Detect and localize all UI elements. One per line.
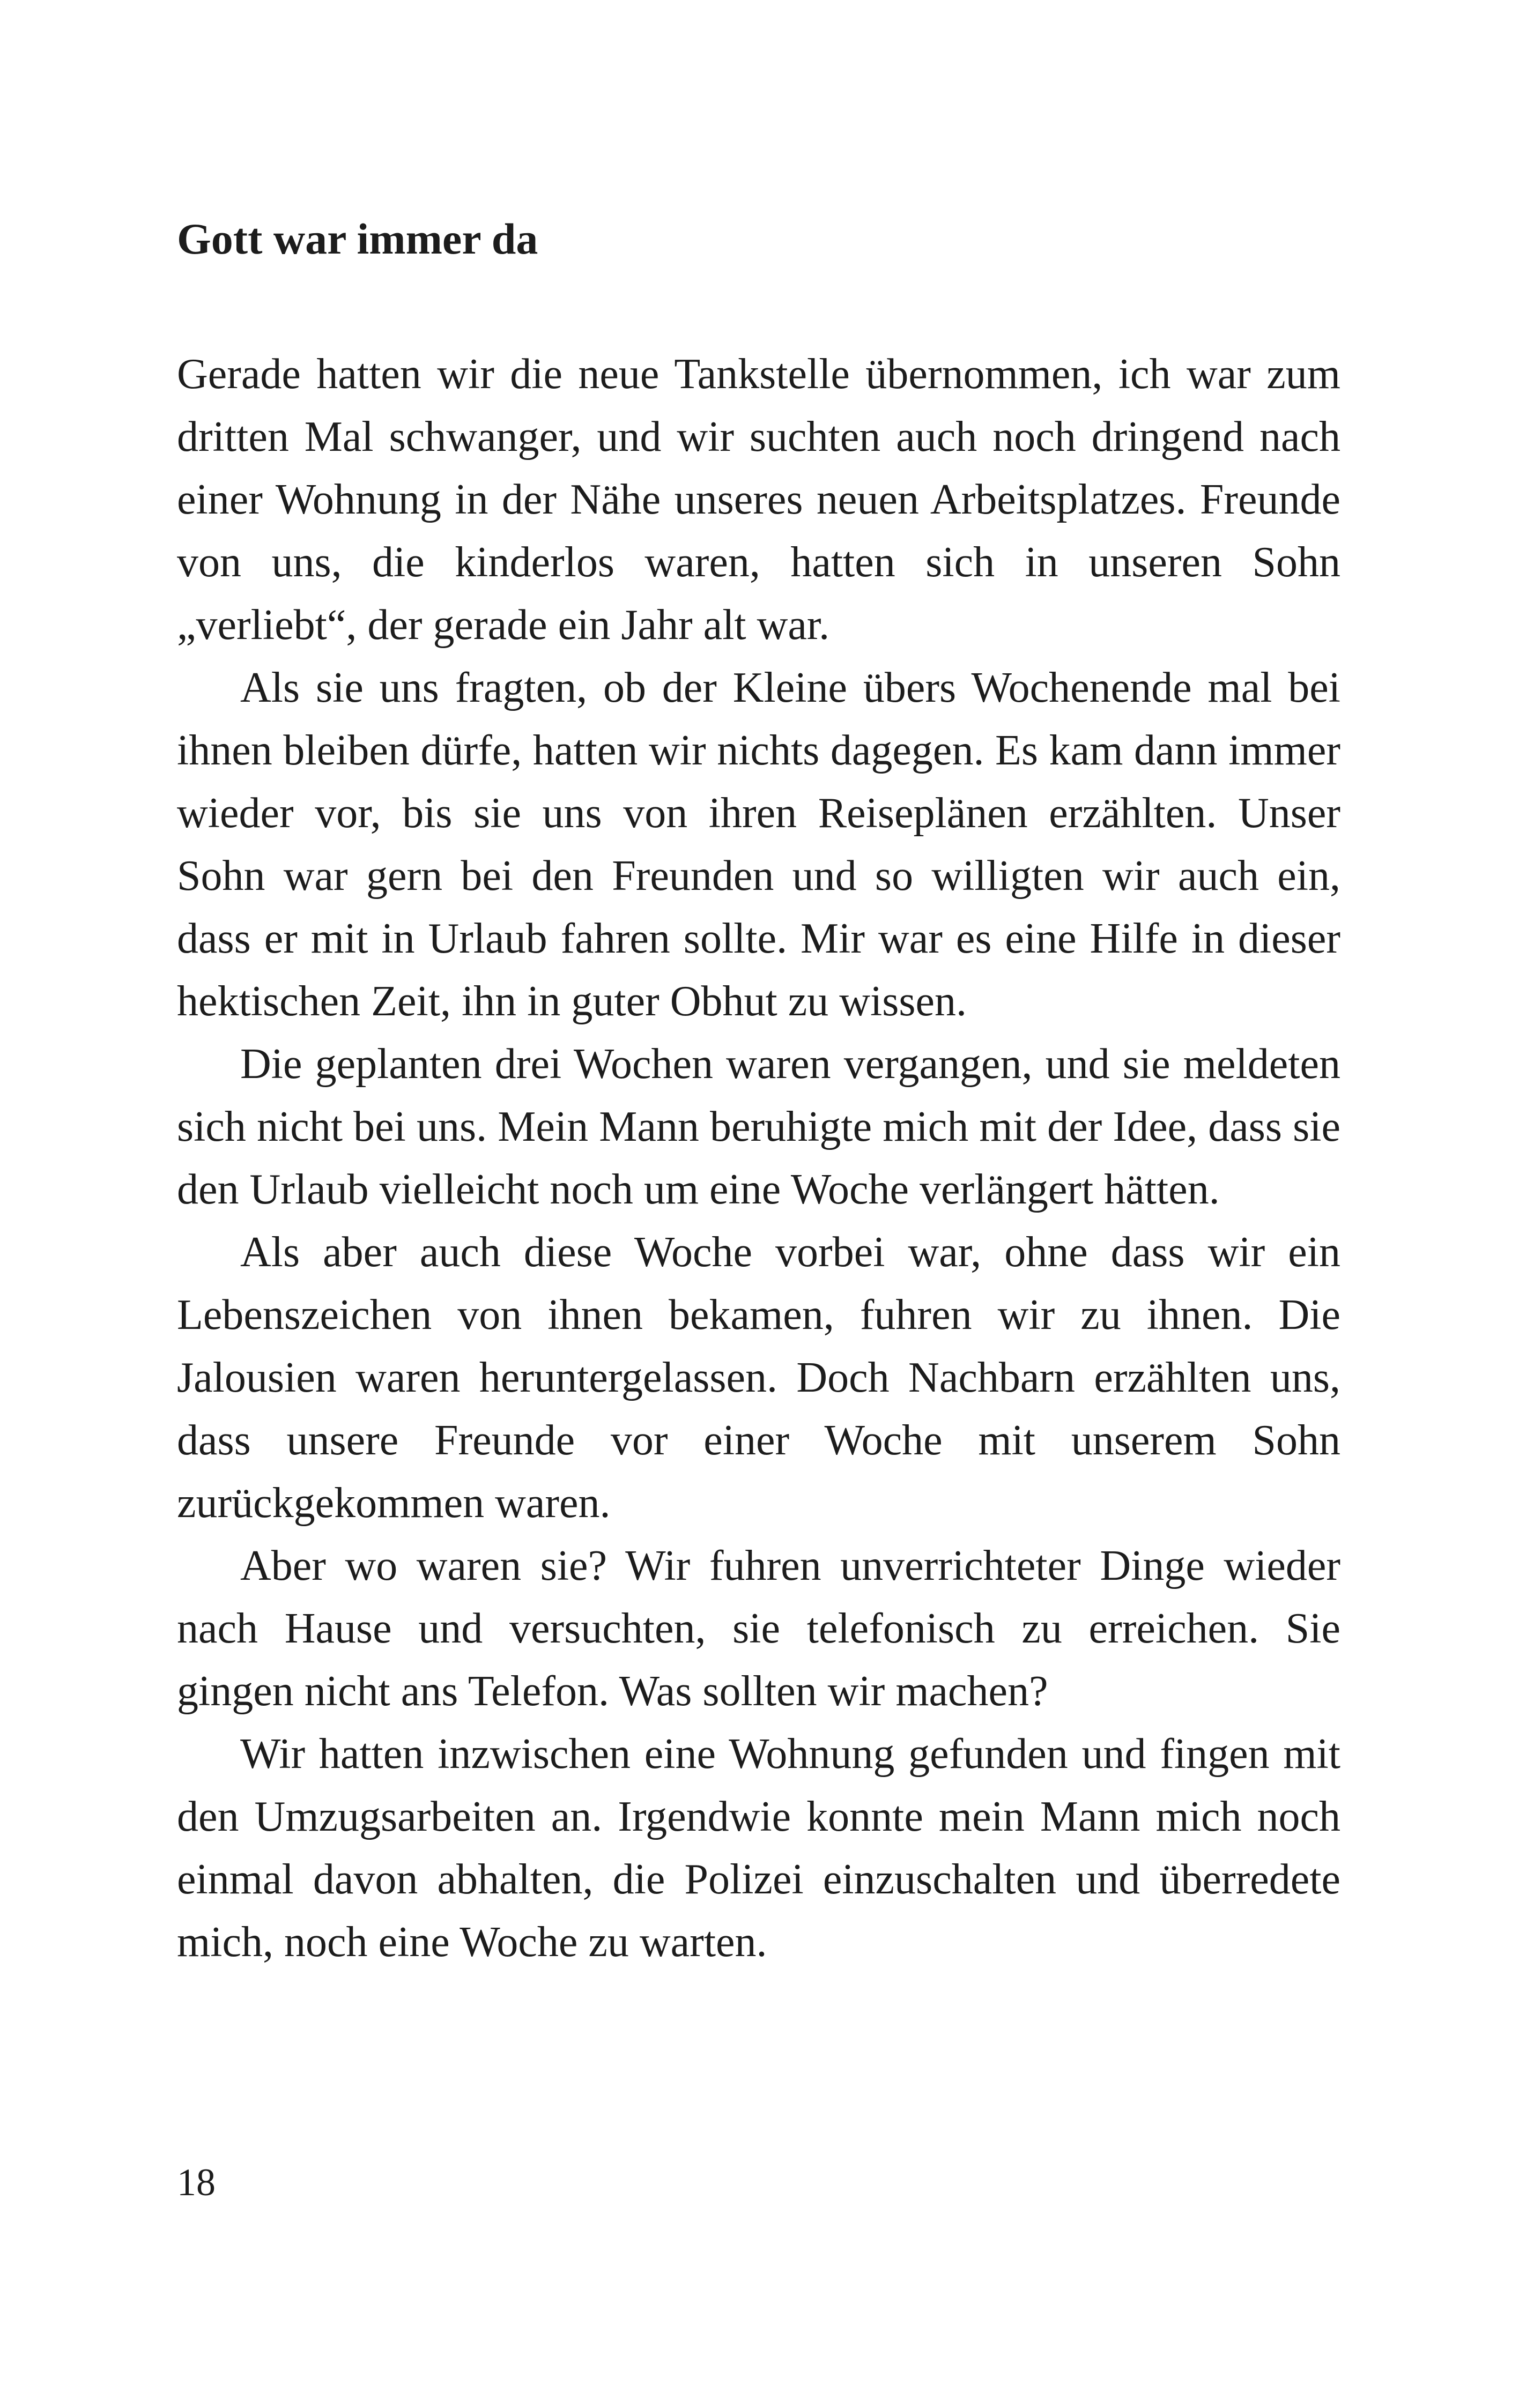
paragraph: Die geplanten drei Wochen waren vergangen, und sie meldeten sich nicht bei uns. Mein Mann beruhigte mich mit der Idee, dass sie den Urlaub vielleicht noch um eine Woche verlängert hätten. — [177, 1041, 1340, 1213]
chapter-title: Gott war immer da — [177, 214, 538, 263]
paragraph: Wir hatten inzwischen eine Wohnung gefunden und fingen mit den Umzugsarbeiten an. Irgendwie konnte mein Mann mich noch einmal davon abhalten, die Polizei einzuschalten und überredete mich, noch eine Woche zu warten. — [177, 1730, 1340, 1966]
paragraph: Aber wo waren sie? Wir fuhren unverrichteter Dinge wieder nach Hause und versuchten, sie telefonisch zu erreichen. Sie gingen nicht ans Telefon. Was sollten wir machen? — [177, 1542, 1340, 1715]
page-number: 18 — [177, 2161, 216, 2204]
paragraph: Als sie uns fragten, ob der Kleine übers Wochenende mal bei ihnen bleiben dürfe, hatten wir nichts dagegen. Es kam dann immer wieder vor, bis sie uns von ihren Reiseplänen erzählten. Unser Sohn war gern bei den Freunden und so willigten wir auch ein, dass er mit in Urlaub fahren sollte. Mir war es eine Hilfe in dieser hektischen Zeit, ihn in guter Obhut zu wissen. — [177, 664, 1340, 1025]
body-text — [177, 343, 1340, 1974]
paragraph: Als aber auch diese Woche vorbei war, ohne dass wir ein Lebenszeichen von ihnen bekamen, fuhren wir zu ihnen. Die Jalousien waren heruntergelassen. Doch Nachbarn erzählten uns, dass unsere Freunde vor einer Woche mit unserem Sohn zurückgekommen waren. — [177, 1229, 1340, 1527]
paragraph: Gerade hatten wir die neue Tankstelle übernommen, ich war zum dritten Mal schwanger, und wir suchten auch noch dringend nach einer Wohnung in der Nähe unseres neuen Arbeitsplatzes. Freunde von uns, die kinderlos waren, hatten sich in unseren Sohn „verliebt“, der gerade ein Jahr alt war. — [177, 351, 1340, 649]
